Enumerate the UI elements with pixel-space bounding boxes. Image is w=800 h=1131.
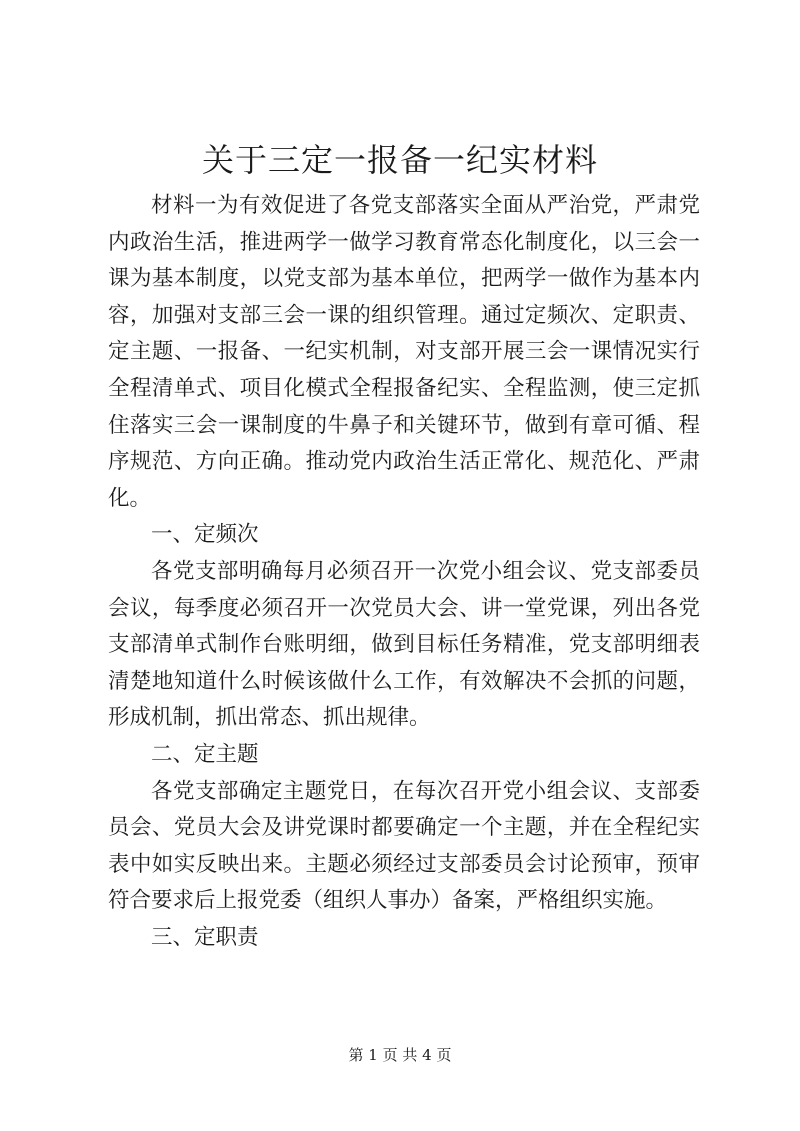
- document-body: [108, 188, 700, 956]
- section-heading-frequency: 一、定频次: [151, 522, 259, 548]
- document-title: 关于三定一报备一纪实材料: [201, 141, 598, 179]
- theme-paragraph: 各党支部确定主题党日，在每次召开党小组会议、支部委员会、党员大会及讲党课时都要确定一个主题，并在全程纪实表中如实反映出来。主题必须经过支部委员会讨论预审，预审符合要求后上报党委（组织人事办）备案，严格组织实施。: [108, 778, 700, 914]
- frequency-paragraph: 各党支部明确每月必须召开一次党小组会议、党支部委员会议，每季度必须召开一次党员大会、讲一堂党课，列出各党支部清单式制作台账明细，做到目标任务精准，党支部明细表清楚地知道什么时候该做什么工作，有效解决不会抓的问题，形成机制，抓出常态、抓出规律。: [108, 558, 700, 731]
- section-heading-theme: 二、定主题: [151, 741, 259, 767]
- page-footer: 第 1 页 共 4 页: [348, 1046, 452, 1064]
- intro-paragraph: 材料一为有效促进了各党支部落实全面从严治党，严肃党内政治生活，推进两学一做学习教育常态化制度化，以三会一课为基本制度，以党支部为基本单位，把两学一做作为基本内容，加强对支部三会一课的组织管理。通过定频次、定职责、定主题、一报备、一纪实机制，对支部开展三会一课情况实行全程清单式、项目化模式全程报备纪实、全程监测，使三定抓住落实三会一课制度的牛鼻子和关键环节，做到有章可循、程序规范、方向正确。推动党内政治生活正常化、规范化、严肃化。: [108, 193, 700, 511]
- section-heading-duties: 三、定职责: [151, 924, 259, 950]
